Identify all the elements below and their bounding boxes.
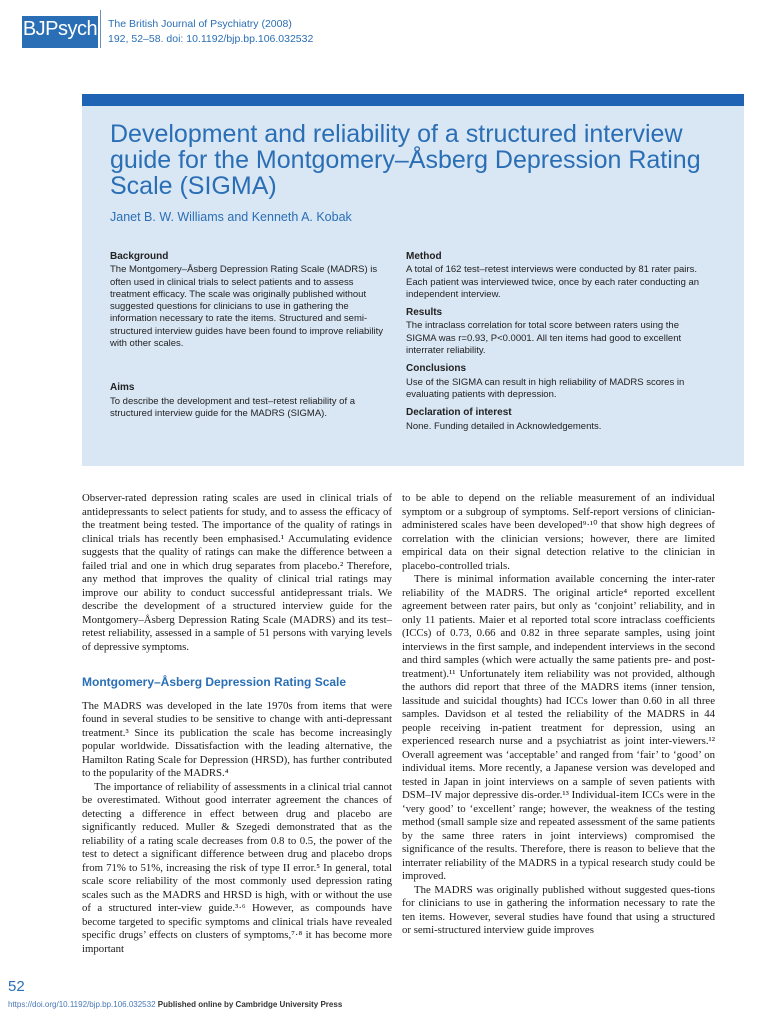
aims-heading: Aims bbox=[110, 382, 135, 394]
journal-logo-text: BJPsych bbox=[22, 18, 98, 40]
conclusions-text: Use of the SIGMA can result in high reliability of MADRS scores in evaluating patients with depression. bbox=[406, 376, 685, 400]
body-right-column bbox=[402, 492, 715, 938]
aims-text: To describe the development and test–retest reliability of a structured interview guide for the MADRS (SIGMA). bbox=[110, 395, 356, 419]
body-paragraph: There is minimal information available concerning the inter-rater reliability of the MADRS. The original article⁴ reported excellent agreement between rater pairs, but only as ‘conjoint’ reliability, and in only 11 patients. Maier et al reported total score intraclass coefficients (ICCs) of 0.73, 0.66 and 0.82 in three separate samples, using joint interviews in the first sample, and independent interviews in the second and third samples (which were actually the same patients pre- and post-treatment).¹¹ Unfortunately item reliability was not provided, although the authors did report that three of the MADRS items (inner tension, lassitude and suicidal thoughts) had ICCs lower than 0.60 in all three samples. Davidson et al tested the reliability of the MADRS in 44 people receiving in-patient treatment for depression, using an experienced research nurse and a psychiatrist as joint inter-viewers.¹² Overall agreement was ‘acceptable’ and ranged from ‘fair’ to ‘good’ on individual items. More recently, a Japanese version was developed and tested in Japan in joint interviews on a sample of seven patients with DSM–IV major depressive dis-order.¹³ Individual-item ICCs were in the ‘very good’ to ‘excellent’ range; however, the weakness of the testing method (small sample size and repeated assessment of the same patients by the same three raters in joint interviews) compromised the significance of the results. Therefore, there is reason to believe that the interrater reliability of the MADRS in a typical research study could be improved. bbox=[402, 573, 715, 882]
doi-link[interactable]: https://doi.org/10.1192/bjp.bp.106.032532 bbox=[8, 1000, 156, 1009]
publisher-note: Published online by Cambridge University Press bbox=[157, 1000, 343, 1009]
journal-name: The British Journal of Psychiatry (2008) bbox=[108, 18, 292, 30]
article-title: Development and reliability of a structured interview guide for the Montgomery–Åsberg Depression Rating Scale (SIGMA) bbox=[110, 120, 701, 200]
header-divider bbox=[100, 10, 101, 48]
results-heading: Results bbox=[406, 307, 443, 319]
page-number: 52 bbox=[8, 978, 25, 995]
body-paragraph: The MADRS was originally published without suggested ques-tions for clinicians to use in gathering the information necessary to rate the ten items. However, several studies have found that using a structured or semi-structured interview guide improves bbox=[402, 883, 715, 936]
body-paragraph: Observer-rated depression rating scales are used in clinical trials of antidepressants to select patients for study, and to assess the efficacy of the treatment being tested. The importance of the quality of ratings in clinical trials has recently been emphasised.¹ Accumulating evidence suggests that the quality of ratings can make the difference between a failed trial and one in which drug separates from placebo.² Therefore, any method that improves the quality of clinical trial ratings may improve our ability to conduct successful antidepressant trials. We describe the development of a structured interview guide for the Montgomery–Åsberg Depression Rating Scale (MADRS) and its test–retest reliability, assessed in a sample of 51 persons with varying levels of depressive symptoms. bbox=[82, 492, 392, 653]
method-heading: Method bbox=[406, 251, 442, 262]
declaration-text: None. Funding detailed in Acknowledgements. bbox=[406, 420, 602, 432]
journal-citation: 192, 52–58. doi: 10.1192/bjp.bp.106.032532 bbox=[108, 33, 314, 45]
article-authors: Janet B. W. Williams and Kenneth A. Kobak bbox=[110, 210, 352, 224]
abstract-left-column bbox=[110, 251, 385, 420]
title-accent-bar bbox=[82, 94, 744, 106]
conclusions-heading: Conclusions bbox=[406, 363, 467, 375]
background-text: The Montgomery–Åsberg Depression Rating Scale (MADRS) is often used in clinical trials to select patients and to assess treatment efficacy. The scale was originally published without suggested questions for clinicians to use in gathering the information necessary to rate the items. Structured and semi-structured interview guides have been found to improve reliability with other scales. bbox=[110, 264, 384, 350]
abstract-right-column bbox=[406, 251, 706, 433]
method-text: A total of 162 test–retest interviews were conducted by 81 rater pairs. Each patient was interviewed twice, once by each rater conducting an independent interview. bbox=[406, 264, 700, 300]
body-left-column bbox=[82, 492, 392, 956]
body-paragraph: The MADRS was developed in the late 1970s from items that were found in several studies to be sensitive to change with anti-depressant treatment.³ Since its publication the scale has become increasingly popular worldwide. Dissatisfaction with the leading alternative, the Hamilton Rating Scale for Depression (HRSD), has further contributed to the popularity of the MADRS.⁴ bbox=[82, 699, 392, 779]
footer-line bbox=[8, 1000, 342, 1009]
results-text: The intraclass correlation for total score between raters using the SIGMA was r=0.93, P<0.0001. All ten items had good to excellent interrater reliability. bbox=[406, 320, 682, 357]
body-paragraph: to be able to depend on the reliable measurement of an individual symptom or a subgroup of symptoms. Self-report versions of clinician-administered scales have been developed⁹·¹⁰ that show high degrees of correlation with the clinician versions; however, there are limited empirical data on their signal detection relative to the clinician in placebo-controlled trials. bbox=[402, 492, 715, 572]
declaration-heading: Declaration of interest bbox=[406, 407, 512, 419]
background-heading: Background bbox=[110, 251, 169, 262]
section-heading: Montgomery–Åsberg Depression Rating Scale bbox=[82, 675, 347, 689]
body-paragraph: The importance of reliability of assessments in a clinical trial cannot be overestimated. Without good interrater agreement the chances of detecting a difference in effect between drug and placebo are significantly reduced. Muller & Szegedi demonstrated that as the reliability of a rating scale decreases from 0.8 to 0.5, the power of the test to detect a significant difference between drug and placebo drops from 71% to 51%, increasing the risk of type II error.⁵ In general, total scale score reliability of the most commonly used depression rating scales such as the MADRS and HRSD is high, with or without the use of a structured inter-view guide.³·⁶ However, as compounds have become targeted to specific symptoms and clinical trials have revealed specific drugs’ effects on clusters of symptoms,⁷·⁸ it has become more important bbox=[82, 780, 392, 955]
